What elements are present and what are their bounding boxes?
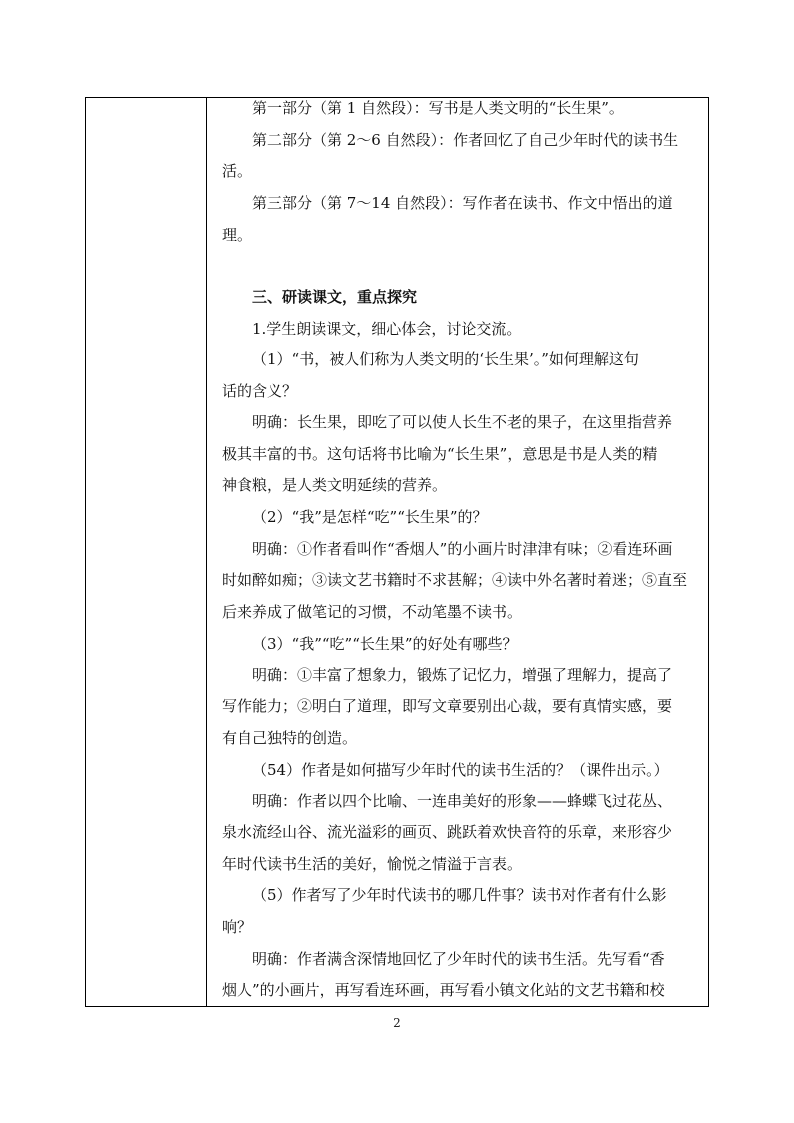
text-line: 第二部分（第 2～6 自然段）：作者回忆了自己少年时代的读书生 bbox=[252, 131, 679, 149]
text-line: 明确：作者满含深情地回忆了少年时代的读书生活。先写看“香 bbox=[252, 950, 665, 968]
text-line: 烟人”的小画片，再写看连环画，再写看小镇文化站的文艺书籍和校 bbox=[222, 981, 665, 999]
text-line: （54）作者是如何描写少年时代的读书生活的？（课件出示。） bbox=[252, 761, 669, 779]
text-line: 1.学生朗读课文，细心体会，讨论交流。 bbox=[252, 320, 522, 338]
section-heading: 三、研读课文，重点探究 bbox=[252, 288, 418, 306]
text-line: 写作能力；②明白了道理，即写文章要别出心裁，要有真情实感，要 bbox=[222, 697, 673, 715]
text-line: 年时代读书生活的美好，愉悦之情溢于言表。 bbox=[222, 855, 523, 873]
text-line: 第一部分（第 1 自然段）：写书是人类文明的“长生果”。 bbox=[252, 99, 624, 117]
text-line: 理。 bbox=[222, 226, 253, 244]
page-number: 2 bbox=[393, 1016, 401, 1030]
text-line: （2）“我”是怎样“吃”“长生果”的？ bbox=[252, 508, 488, 526]
text-line: （3）“我”“吃”“长生果”的好处有哪些？ bbox=[252, 635, 518, 653]
text-line: 极其丰富的书。这句话将书比喻为“长生果”，意思是书是人类的精 bbox=[222, 445, 658, 463]
text-line: 后来养成了做笔记的习惯，不动笔墨不读书。 bbox=[222, 603, 523, 621]
content-table bbox=[85, 97, 709, 1007]
text-line: （1）“书，被人们称为人类文明的‘长生果’。”如何理解这句 bbox=[252, 350, 639, 368]
text-line: 时如醉如痴；③读文艺书籍时不求甚解；④读中外名著时着迷；⑤直至 bbox=[222, 571, 688, 589]
table-left-cell bbox=[86, 98, 207, 1006]
text-line: 活。 bbox=[222, 162, 253, 180]
table-content-cell bbox=[207, 98, 708, 1006]
text-line: 神食粮，是人类文明延续的营养。 bbox=[222, 476, 448, 494]
text-line: 有自己独特的创造。 bbox=[222, 729, 358, 747]
text-line: 明确：①作者看叫作“香烟人”的小画片时津津有味；②看连环画 bbox=[252, 540, 673, 558]
text-line: 话的含义？ bbox=[222, 382, 298, 400]
text-line: 泉水流经山谷、流光溢彩的画页、跳跃着欢快音符的乐章，来形容少 bbox=[222, 823, 673, 841]
text-line: 明确：长生果，即吃了可以使人长生不老的果子，在这里指营养 bbox=[252, 413, 673, 431]
text-line: 第三部分（第 7～14 自然段）：写作者在读书、作文中悟出的道 bbox=[252, 194, 673, 212]
text-line: 明确：①丰富了想象力，锻炼了记忆力，增强了理解力，提高了 bbox=[252, 666, 673, 684]
text-line: （5）作者写了少年时代读书的哪几件事？读书对作者有什么影 bbox=[252, 886, 667, 904]
text-line: 响？ bbox=[222, 918, 253, 936]
text-line: 明确：作者以四个比喻、一连串美好的形象——蜂蝶飞过花丛、 bbox=[252, 792, 673, 810]
